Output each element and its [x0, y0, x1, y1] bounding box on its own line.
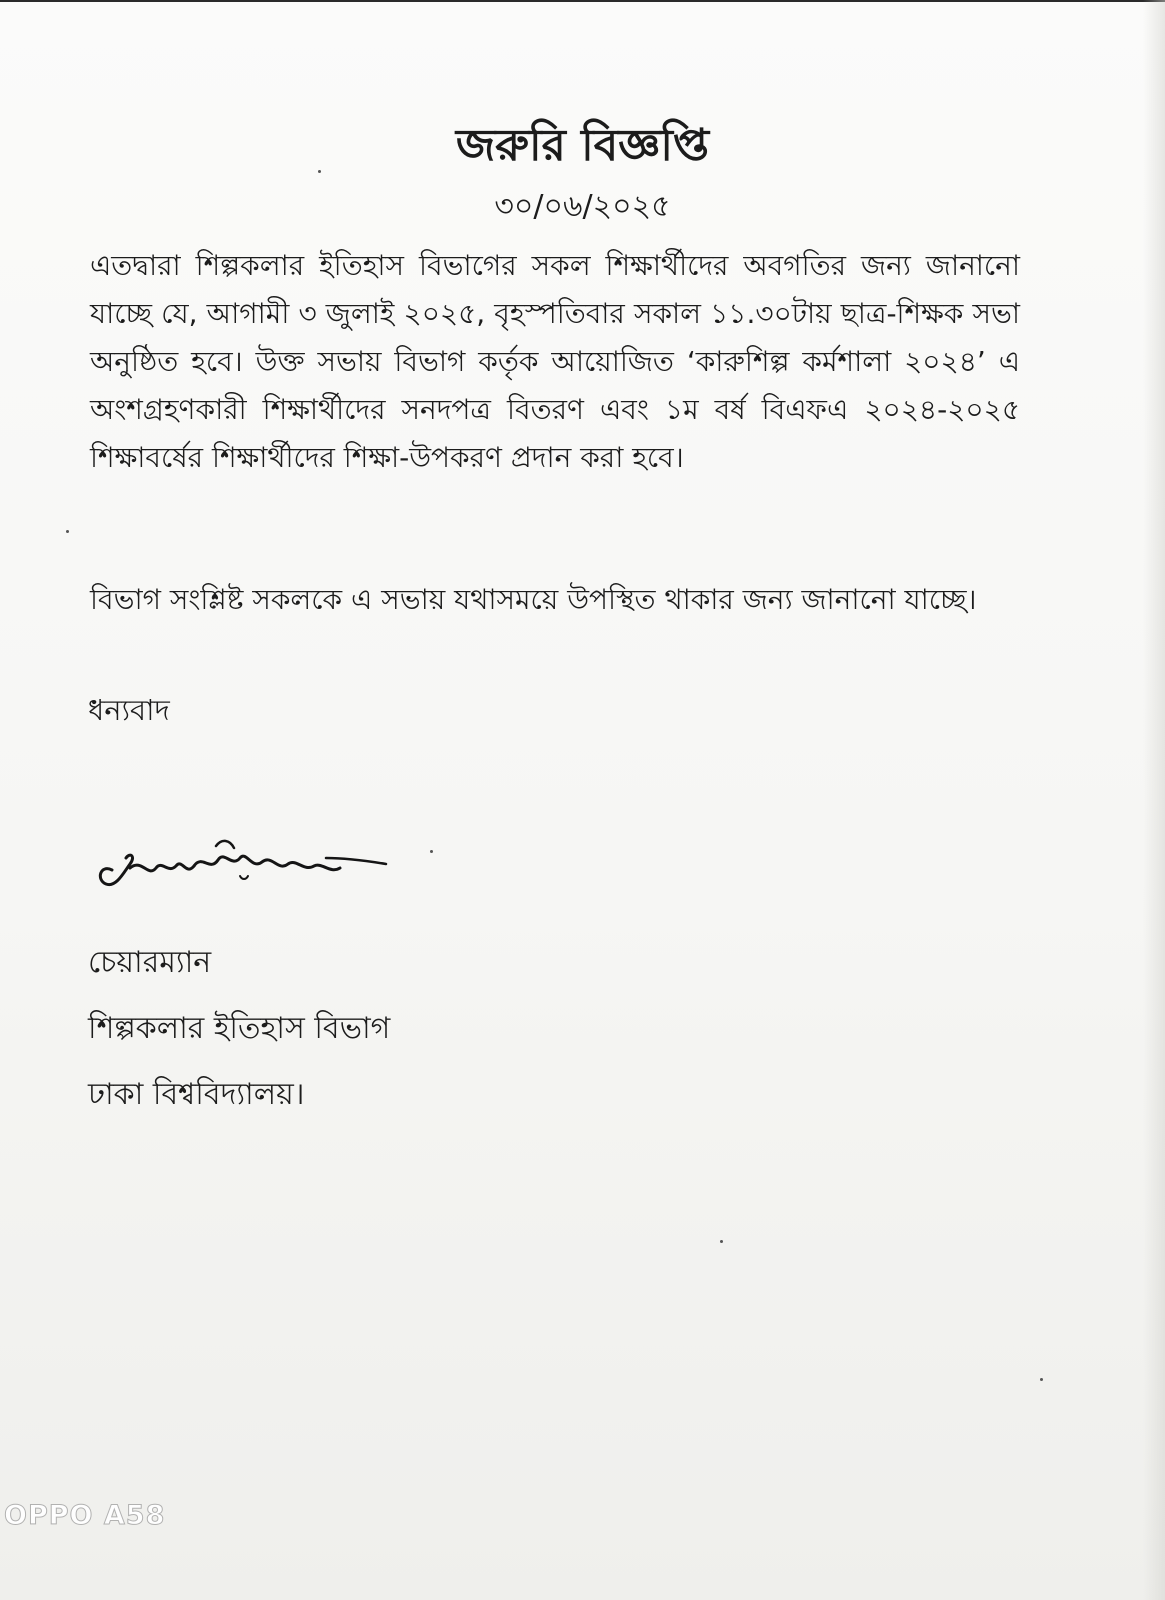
- paper-speck: [66, 530, 69, 533]
- signatory-institution: ঢাকা বিশ্ববিদ্যালয়।: [88, 1077, 305, 1112]
- paper-speck: [720, 1240, 723, 1243]
- paper-right-shadow: [1143, 0, 1165, 1600]
- handwritten-signature: [90, 828, 400, 908]
- paper-speck: [318, 170, 321, 173]
- notice-paragraph-attendance: বিভাগ সংশ্লিষ্ট সকলকে এ সভায় যথাসময়ে উপস্থিত থাকার জন্য জানানো যাচ্ছে।: [90, 583, 977, 616]
- signatory-department: শিল্পকলার ইতিহাস বিভাগ: [88, 1011, 391, 1046]
- paper-speck: [1040, 1378, 1043, 1381]
- notice-title: জরুরি বিজ্ঞপ্তি: [455, 120, 710, 171]
- notice-date: ৩০/০৬/২০২৫: [494, 189, 671, 224]
- paper-speck: [430, 850, 433, 853]
- paper-top-edge: [0, 0, 1165, 2]
- signatory-designation: চেয়ারম্যান: [88, 945, 212, 980]
- camera-watermark: OPPO A58: [4, 1500, 166, 1531]
- notice-paragraph-main: এতদ্বারা শিল্পকলার ইতিহাস বিভাগের সকল শিক্ষার্থীদের অবগতির জন্য জানানো যাচ্ছে যে, আগামী ৩ জুলাই ২০২৫, বৃহস্পতিবার সকাল ১১.৩০টায় ছাত্র-শিক্ষক সভা অনুষ্ঠিত হবে। উক্ত সভায় বিভাগ কর্তৃক আয়োজিত ‘কারুশিল্প কর্মশালা ২০২৪’ এ অংশগ্রহণকারী শিক্ষার্থীদের সনদপত্র বিতরণ এবং ১ম বর্ষ বিএফএ ২০২৪-২০২৫ শিক্ষাবর্ষের শিক্ষার্থীদের শিক্ষা-উপকরণ প্রদান করা হবে।: [90, 249, 1020, 474]
- closing-thanks: ধন্যবাদ: [88, 693, 170, 727]
